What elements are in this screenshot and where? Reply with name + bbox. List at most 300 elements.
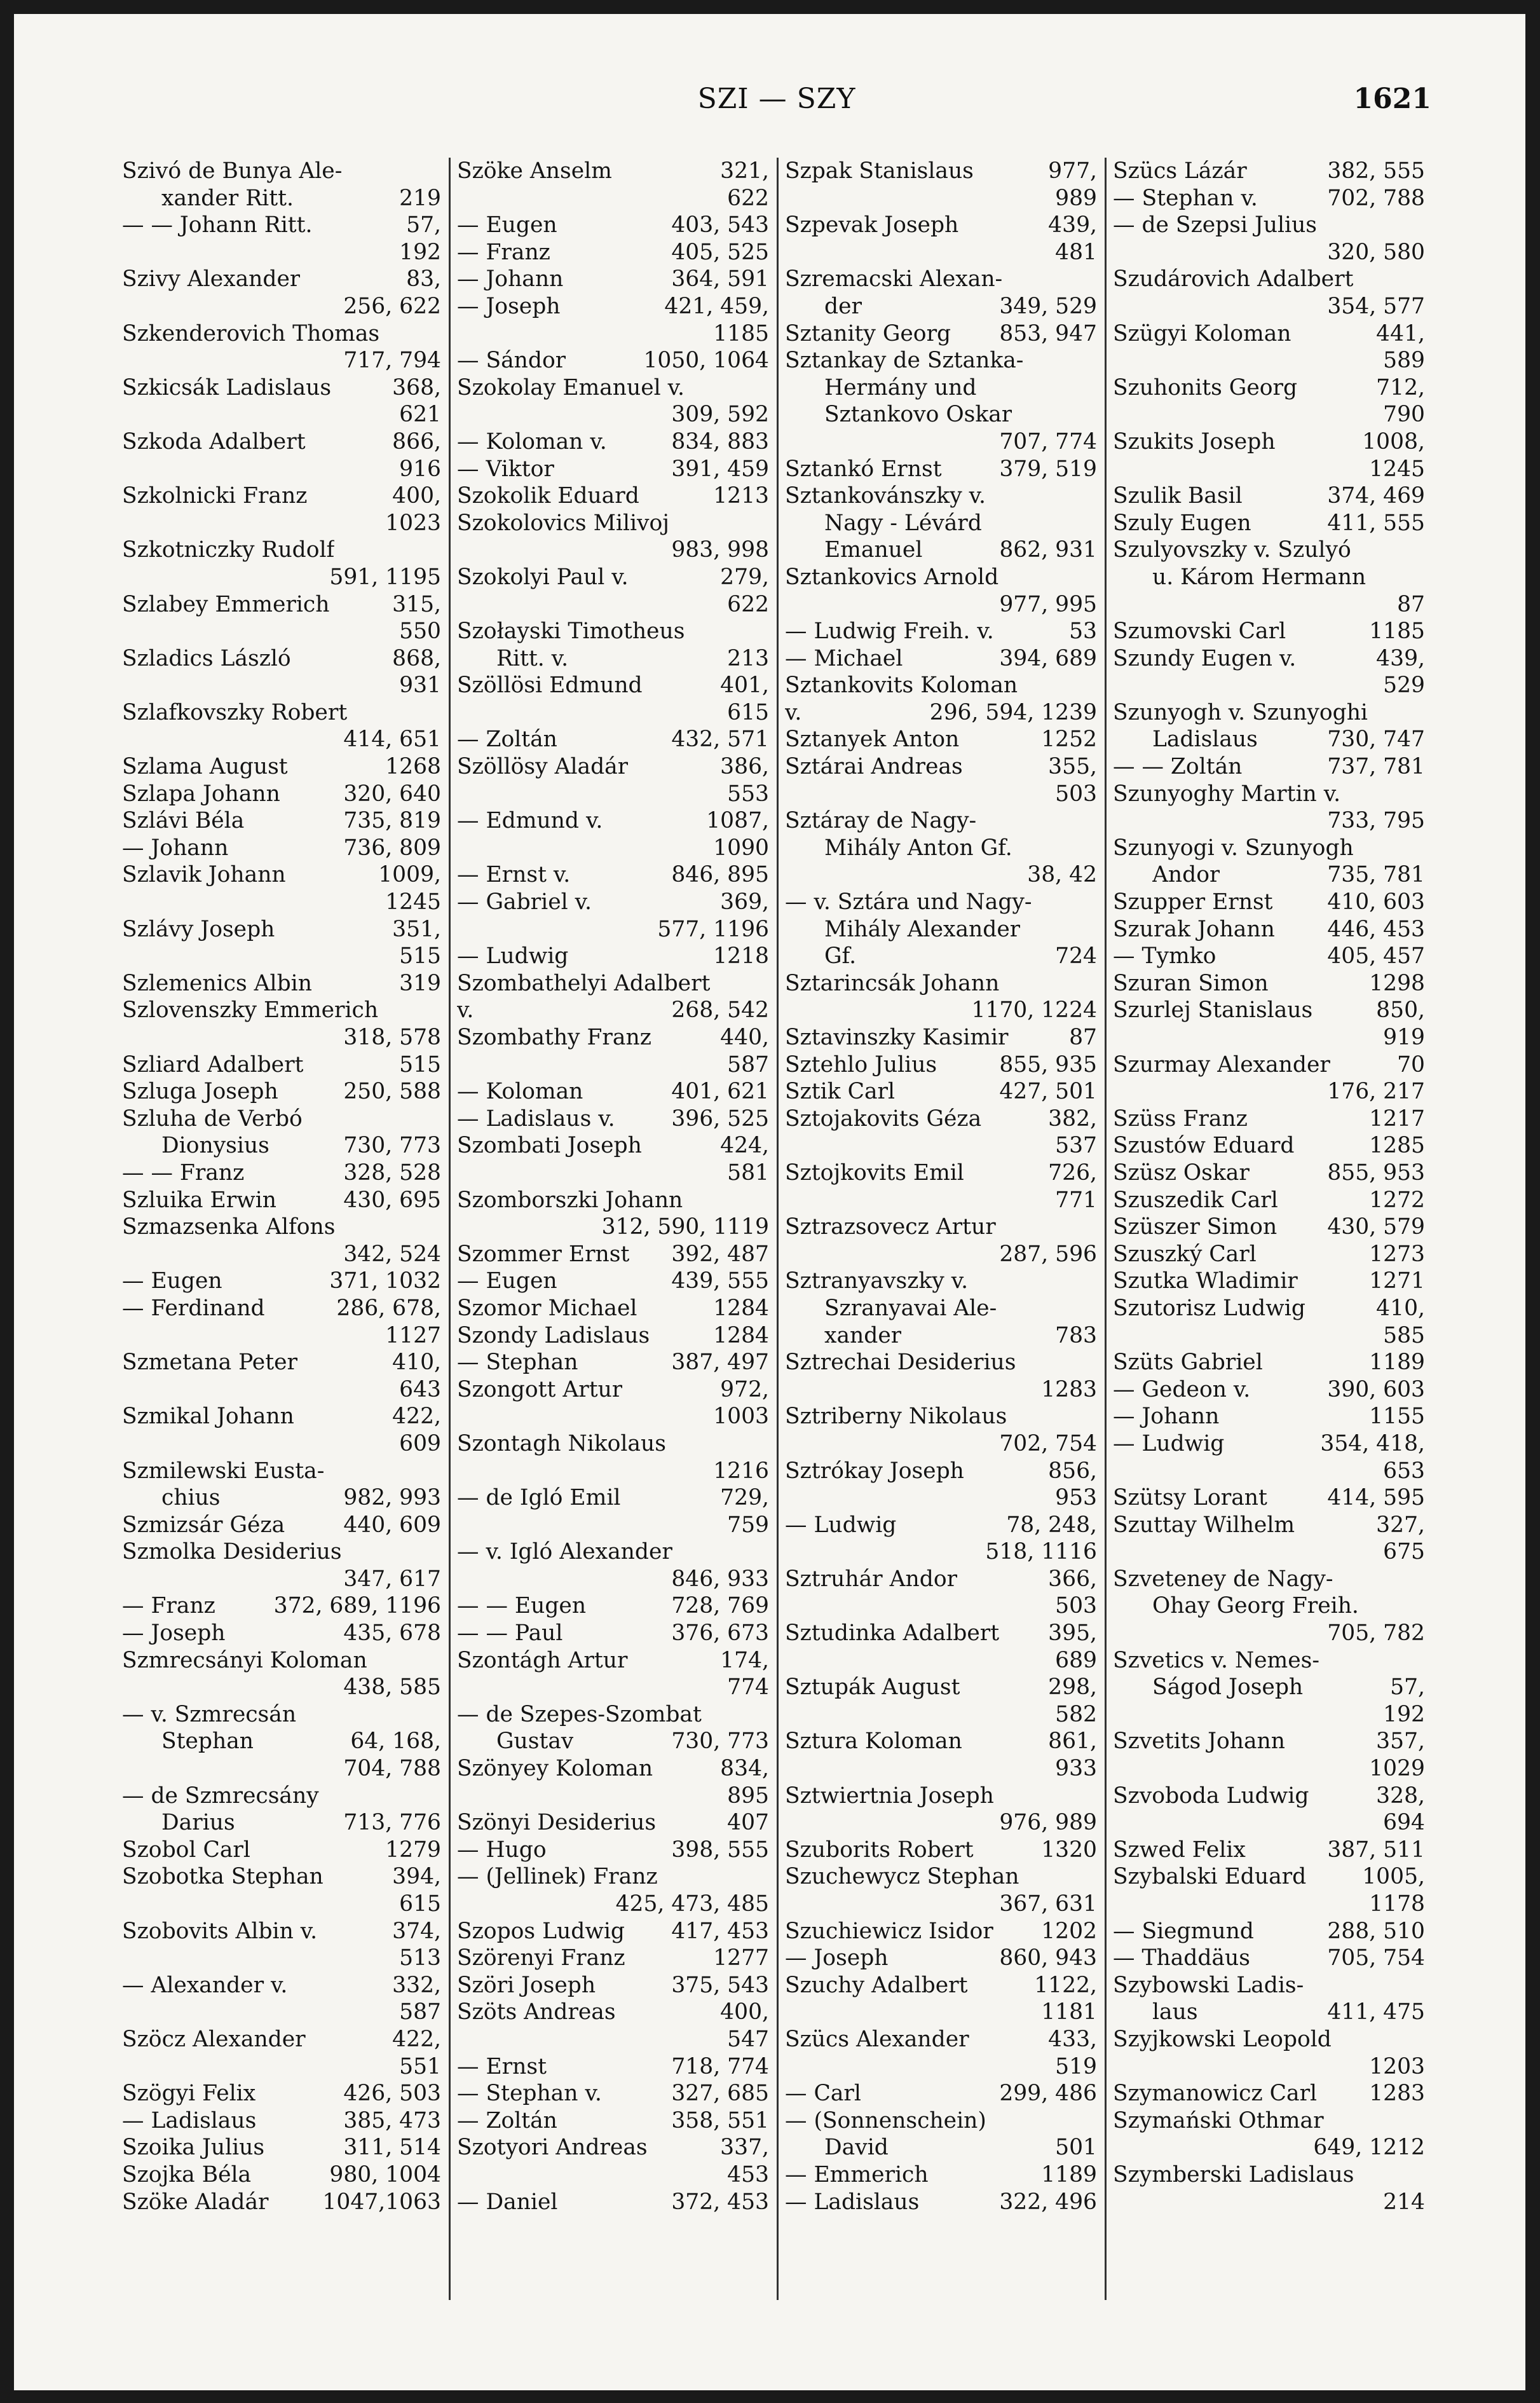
- entry-page-numbers: 712,: [1376, 374, 1425, 400]
- entry-name: Sztupák August: [785, 1674, 960, 1701]
- entry-page-numbers: 354, 418,: [1320, 1430, 1425, 1456]
- index-entry: [457, 1241, 769, 1268]
- index-column-4: [1105, 158, 1433, 2300]
- index-continuation: 176, 217: [1327, 1079, 1425, 1105]
- entry-page-numbers: 1218: [713, 943, 769, 969]
- entry-page-numbers: 320, 640: [343, 781, 441, 807]
- entry-name: — — Paul: [457, 1620, 563, 1646]
- index-entry: [785, 1728, 1097, 1755]
- index-entry: [122, 1863, 441, 1891]
- entry-name: Szörenyi Franz: [457, 1945, 625, 1971]
- entry-name: Szybowski Ladis-: [1113, 1972, 1304, 1998]
- index-entry: [1113, 1484, 1425, 1512]
- index-continuation: 689: [1055, 1647, 1097, 1673]
- index-entry: [122, 1512, 441, 1539]
- entry-page-numbers: 405, 457: [1327, 943, 1425, 969]
- entry-page-numbers: 977,: [1048, 158, 1097, 184]
- entry-name: — — Johann Ritt.: [122, 212, 313, 238]
- entry-page-numbers: 1277: [713, 1945, 769, 1971]
- entry-page-numbers: 441,: [1376, 320, 1425, 346]
- entry-name: Szymberski Ladislaus: [1113, 2161, 1354, 2187]
- index-entry: [1113, 1999, 1425, 2026]
- entry-name: Szmetana Peter: [122, 1350, 297, 1376]
- index-continuation: 759: [727, 1512, 769, 1538]
- index-entry: [1113, 158, 1425, 185]
- entry-page-numbers: 322, 496: [999, 2189, 1097, 2215]
- index-entry: [122, 1349, 441, 1376]
- entry-page-numbers: 400,: [720, 1999, 769, 2025]
- index-entry: [122, 185, 441, 212]
- entry-name: Szöke Anselm: [457, 158, 612, 184]
- index-entry: [122, 212, 441, 239]
- entry-name: Szladics László: [122, 645, 291, 671]
- index-entry: [457, 1620, 769, 1647]
- index-entry: [1113, 320, 1425, 348]
- index-continuation: 622: [727, 591, 769, 617]
- entry-name: Szutorisz Ludwig: [1113, 1295, 1305, 1321]
- index-entry: [785, 2161, 1097, 2189]
- entry-name: Szundy Eugen v.: [1113, 645, 1297, 671]
- index-entry: [1113, 1295, 1425, 1322]
- entry-page-numbers: 411, 475: [1327, 1999, 1425, 2025]
- entry-page-numbers: 501: [1055, 2135, 1097, 2161]
- entry-name: — Ferdinand: [122, 1295, 265, 1321]
- entry-name: Szongott Artur: [457, 1376, 623, 1402]
- entry-name: Szuly Eugen: [1113, 510, 1251, 536]
- index-entry: [457, 2107, 769, 2135]
- entry-name: — Daniel: [457, 2189, 558, 2215]
- entry-name: — — Zoltán: [1113, 754, 1243, 780]
- entry-name: Szomor Michael: [457, 1295, 637, 1321]
- index-entry: [785, 1268, 1097, 1295]
- entry-name: Sztárai Andreas: [785, 754, 963, 780]
- entry-page-numbers: 728, 769: [671, 1593, 769, 1619]
- entry-name: Szurmay Alexander: [1113, 1051, 1330, 1078]
- entry-page-numbers: 296, 594, 1239: [929, 699, 1097, 725]
- entry-page-numbers: 64, 168,: [350, 1729, 441, 1755]
- index-entry: [122, 1268, 441, 1295]
- index-continuation: 214: [1383, 2189, 1425, 2215]
- entry-name: — Eugen: [457, 1268, 557, 1294]
- index-continuation: 675: [1383, 1539, 1425, 1565]
- index-entry: [122, 2161, 441, 2189]
- index-entry: [457, 1322, 769, 1350]
- index-entry: [1113, 997, 1425, 1024]
- index-entry: [122, 1809, 441, 1837]
- entry-name: Szluika Erwin: [122, 1187, 276, 1213]
- entry-page-numbers: 379, 519: [999, 456, 1097, 482]
- index-entry: [785, 699, 1097, 727]
- page-header: [122, 83, 1431, 127]
- index-entry: [457, 456, 769, 483]
- entry-page-numbers: 1008,: [1362, 428, 1425, 455]
- index-entry: [1113, 564, 1425, 591]
- index-entry: [785, 1512, 1097, 1539]
- entry-name: Szluha de Verbó: [122, 1106, 303, 1132]
- index-entry: [122, 1484, 441, 1512]
- entry-name: — Ernst v.: [457, 862, 571, 888]
- index-entry: [1113, 1430, 1425, 1458]
- entry-name: Sztáray de Nagy-: [785, 808, 977, 834]
- entry-name: Sztranyavszky v.: [785, 1268, 969, 1294]
- entry-page-numbers: 440,: [720, 1025, 769, 1050]
- index-continuation: 518, 1116: [985, 1539, 1097, 1565]
- index-continuation: 1203: [1369, 2053, 1425, 2079]
- index-entry: [457, 1809, 769, 1837]
- index-entry: [1113, 2080, 1425, 2107]
- index-entry: [785, 1620, 1097, 1647]
- index-entry: [122, 1647, 441, 1674]
- index-continuation: 550: [399, 619, 441, 645]
- entry-name: Szobol Carl: [122, 1837, 250, 1863]
- entry-page-numbers: 321,: [720, 158, 769, 184]
- index-continuation: 551: [399, 2053, 441, 2079]
- entry-page-numbers: 374, 469: [1327, 483, 1425, 509]
- entry-name: Szurak Johann: [1113, 916, 1275, 942]
- entry-name: Ohay Georg Freih.: [1152, 1593, 1359, 1619]
- entry-name: Andor: [1152, 862, 1220, 888]
- entry-name: Szmizsár Géza: [122, 1512, 285, 1538]
- entry-page-numbers: 417, 453: [671, 1918, 769, 1944]
- index-continuation: 481: [1055, 239, 1097, 265]
- index-entry: [457, 1187, 769, 1214]
- entry-name: Szutka Wladimir: [1113, 1268, 1298, 1294]
- entry-name: — — Franz: [122, 1160, 245, 1186]
- entry-page-numbers: 279,: [720, 564, 769, 590]
- entry-page-numbers: 430, 579: [1327, 1214, 1425, 1240]
- index-entry: [1113, 889, 1425, 916]
- entry-name: Szyjkowski Leopold: [1113, 2026, 1332, 2052]
- index-continuation: 414, 651: [343, 727, 441, 753]
- index-entry: [785, 212, 1097, 239]
- index-continuation: 919: [1383, 1025, 1425, 1050]
- entry-page-numbers: 371, 1032: [329, 1268, 441, 1294]
- index-continuation: 1245: [1369, 456, 1425, 482]
- index-entry: [457, 943, 769, 970]
- entry-name: Sztankó Ernst: [785, 456, 942, 482]
- entry-page-numbers: 357,: [1376, 1729, 1425, 1755]
- entry-name: — Joseph: [785, 1945, 889, 1971]
- index-continuation: 38, 42: [1027, 862, 1097, 888]
- index-entry: [122, 2026, 441, 2053]
- entry-page-numbers: 730, 773: [671, 1729, 769, 1755]
- entry-page-numbers: 1087,: [706, 808, 769, 834]
- index-entry: [1113, 618, 1425, 645]
- entry-page-numbers: 426, 503: [343, 2081, 441, 2107]
- entry-name: — Johann: [122, 835, 229, 861]
- entry-page-numbers: 439,: [1376, 645, 1425, 671]
- entry-name: Szommer Ernst: [457, 1241, 630, 1267]
- index-entry: [1113, 1837, 1425, 1864]
- entry-name: Sztriberny Nikolaus: [785, 1404, 1007, 1430]
- index-entry: [785, 970, 1097, 997]
- index-entry: [785, 2026, 1097, 2053]
- entry-page-numbers: 1271: [1369, 1268, 1425, 1294]
- entry-name: — v. Szmrecsán: [122, 1701, 297, 1727]
- index-entry: [1113, 2107, 1425, 2135]
- index-entry: [122, 835, 441, 862]
- entry-name: Szütsy Lorant: [1113, 1485, 1267, 1511]
- index-continuation: 846, 933: [671, 1566, 769, 1592]
- entry-page-numbers: 400,: [392, 483, 441, 509]
- index-continuation: 309, 592: [671, 402, 769, 428]
- index-entry: [122, 428, 441, 456]
- entry-page-numbers: 855, 953: [1327, 1160, 1425, 1186]
- entry-name: Szönyi Desiderius: [457, 1810, 657, 1836]
- index-continuation: 1245: [385, 889, 441, 915]
- index-continuation: 585: [1383, 1322, 1425, 1348]
- index-entry: [1113, 1268, 1425, 1295]
- entry-name: Szwed Felix: [1113, 1837, 1246, 1863]
- index-entry: [122, 807, 441, 835]
- index-entry: [122, 1592, 441, 1620]
- entry-page-numbers: 375, 543: [671, 1972, 769, 1998]
- index-entry: [457, 1592, 769, 1620]
- entry-page-numbers: 860, 943: [999, 1945, 1097, 1971]
- entry-page-numbers: 862, 931: [999, 537, 1097, 563]
- entry-name: Szumovski Carl: [1113, 619, 1286, 645]
- entry-name: Ritt. v.: [496, 645, 569, 671]
- index-entry: [785, 2134, 1097, 2161]
- entry-name: Szokolovics Milivoj: [457, 510, 669, 536]
- index-continuation: 453: [727, 2161, 769, 2187]
- index-entry: [457, 428, 769, 456]
- entry-name: Szuszký Carl: [1113, 1241, 1257, 1267]
- entry-page-numbers: 1283: [1369, 2081, 1425, 2107]
- index-entry: [122, 1187, 441, 1214]
- entry-page-numbers: 737, 781: [1327, 754, 1425, 780]
- index-entry: [122, 591, 441, 619]
- entry-name: Szremacski Alexan-: [785, 266, 1003, 292]
- index-entry: [1113, 428, 1425, 456]
- index-entry: [785, 1322, 1097, 1350]
- entry-name: Dionysius: [161, 1133, 269, 1159]
- index-entry: [457, 997, 769, 1024]
- entry-page-numbers: 57,: [1390, 1674, 1425, 1701]
- index-entry: [1113, 1592, 1425, 1620]
- entry-page-numbers: 298,: [1048, 1674, 1097, 1701]
- entry-page-numbers: 1268: [385, 754, 441, 780]
- index-continuation: 895: [727, 1783, 769, 1809]
- entry-page-numbers: 435, 678: [343, 1620, 441, 1646]
- index-entry: [785, 293, 1097, 320]
- index-continuation: 529: [1383, 673, 1425, 699]
- entry-page-numbers: 1047,1063: [322, 2189, 441, 2215]
- entry-page-numbers: 78, 248,: [1006, 1512, 1097, 1538]
- index-continuation: 717, 794: [343, 348, 441, 374]
- entry-name: der: [824, 293, 862, 319]
- index-entry: [785, 1349, 1097, 1376]
- entry-page-numbers: 1217: [1369, 1106, 1425, 1132]
- index-entry: [122, 997, 441, 1024]
- entry-name: Szokolik Eduard: [457, 483, 639, 509]
- index-entry: [1113, 699, 1425, 727]
- index-entry: [122, 1620, 441, 1647]
- entry-page-numbers: 394, 689: [999, 645, 1097, 671]
- index-entry: [1113, 1512, 1425, 1539]
- entry-page-numbers: 1202: [1041, 1918, 1097, 1944]
- index-entry: [785, 618, 1097, 645]
- index-entry: [785, 1051, 1097, 1079]
- entry-page-numbers: 855, 935: [999, 1051, 1097, 1078]
- index-entry: [1113, 916, 1425, 943]
- index-entry: [457, 2189, 769, 2216]
- index-column-3: [777, 158, 1105, 2300]
- entry-name: — Franz: [122, 1593, 215, 1619]
- index-entry: [785, 645, 1097, 673]
- entry-page-numbers: 410, 603: [1327, 889, 1425, 915]
- entry-name: — Sándor: [457, 348, 566, 374]
- entry-name: Szöke Aladár: [122, 2189, 269, 2215]
- entry-name: Szuszedik Carl: [1113, 1187, 1278, 1213]
- entry-name: Szontagh Nikolaus: [457, 1430, 666, 1456]
- entry-name: Szlemenics Albin: [122, 970, 312, 996]
- index-entry: [122, 1078, 441, 1106]
- index-entry: [457, 239, 769, 266]
- index-entry: [122, 1403, 441, 1430]
- index-entry: [122, 699, 441, 727]
- index-entry: [457, 861, 769, 889]
- entry-name: Sztrechai Desiderius: [785, 1350, 1016, 1376]
- entry-name: Sztwiertnia Joseph: [785, 1783, 994, 1809]
- entry-name: Szveteney de Nagy-: [1113, 1566, 1333, 1592]
- entry-name: Szokolyi Paul v.: [457, 564, 629, 590]
- entry-name: Szüsz Oskar: [1113, 1160, 1250, 1186]
- entry-page-numbers: 405, 525: [671, 239, 769, 265]
- index-entry: [457, 645, 769, 673]
- entry-page-numbers: 421, 459,: [664, 293, 769, 319]
- index-entry: [785, 807, 1097, 835]
- entry-page-numbers: 382, 555: [1327, 158, 1425, 184]
- entry-name: Szranyavai Ale-: [824, 1295, 997, 1321]
- entry-page-numbers: 730, 747: [1327, 727, 1425, 753]
- entry-page-numbers: 366,: [1048, 1566, 1097, 1592]
- entry-page-numbers: 70: [1397, 1051, 1425, 1078]
- index-entry: [785, 158, 1097, 185]
- index-continuation: 312, 590, 1119: [601, 1214, 769, 1240]
- entry-name: — Michael: [785, 645, 903, 671]
- entry-name: Sztura Koloman: [785, 1729, 962, 1755]
- index-entry: [785, 1945, 1097, 1972]
- entry-name: Szivó de Bunya Ale-: [122, 158, 343, 184]
- index-continuation: 503: [1055, 1593, 1097, 1619]
- entry-page-numbers: 424,: [720, 1133, 769, 1159]
- index-entry: [1113, 1972, 1425, 1999]
- entry-name: Szomborszki Johann: [457, 1187, 683, 1213]
- entry-name: Gf.: [824, 943, 857, 969]
- entry-name: — Viktor: [457, 456, 554, 482]
- index-continuation: 587: [727, 1051, 769, 1078]
- index-entry: [122, 1295, 441, 1322]
- entry-name: Szurlej Stanislaus: [1113, 997, 1313, 1023]
- index-entry: [785, 1566, 1097, 1593]
- entry-name: Szmikal Johann: [122, 1404, 294, 1430]
- index-entry: [457, 1999, 769, 2026]
- index-continuation: 320, 580: [1327, 239, 1425, 265]
- entry-name: Szlavik Johann: [122, 862, 286, 888]
- index-continuation: 553: [727, 781, 769, 807]
- index-entry: [1113, 753, 1425, 781]
- index-entry: [785, 483, 1097, 510]
- index-entry: [122, 1837, 441, 1864]
- index-entry: [457, 1430, 769, 1458]
- index-entry: [1113, 1187, 1425, 1214]
- index-continuation: 581: [727, 1160, 769, 1186]
- index-continuation: 643: [399, 1376, 441, 1402]
- entry-page-numbers: 1252: [1041, 727, 1097, 753]
- index-entry: [785, 753, 1097, 781]
- index-entry: [785, 672, 1097, 699]
- entry-page-numbers: 1009,: [378, 862, 441, 888]
- entry-page-numbers: 387, 497: [671, 1350, 769, 1376]
- index-entry: [457, 672, 769, 699]
- index-continuation: 621: [399, 402, 441, 428]
- entry-page-numbers: 369,: [720, 889, 769, 915]
- index-continuation: 1185: [713, 320, 769, 346]
- entry-page-numbers: 410,: [1376, 1295, 1425, 1321]
- running-head: SZI — SZY: [697, 83, 856, 115]
- entry-page-numbers: 376, 673: [671, 1620, 769, 1646]
- entry-name: Szücs Lázár: [1113, 158, 1247, 184]
- index-continuation: 1283: [1041, 1376, 1097, 1402]
- entry-page-numbers: 433,: [1048, 2026, 1097, 2052]
- entry-name: Szöri Joseph: [457, 1972, 596, 1998]
- entry-name: Szukits Joseph: [1113, 428, 1276, 455]
- entry-name: — Stephan v.: [1113, 185, 1258, 211]
- entry-page-numbers: 53: [1069, 619, 1097, 645]
- entry-name: Szmolka Desiderius: [122, 1539, 342, 1565]
- index-entry: [1113, 1160, 1425, 1187]
- index-continuation: 425, 473, 485: [615, 1891, 769, 1917]
- entry-name: Szlávy Joseph: [122, 916, 275, 942]
- index-continuation: 342, 524: [343, 1241, 441, 1267]
- entry-name: Szöllösy Aladár: [457, 754, 629, 780]
- entry-name: Szögyi Felix: [122, 2081, 256, 2107]
- entry-name: Szpevak Joseph: [785, 212, 959, 238]
- entry-name: Szojka Béla: [122, 2161, 252, 2187]
- entry-name: Szybalski Eduard: [1113, 1864, 1307, 1890]
- index-page: [14, 14, 1525, 2390]
- entry-page-numbers: 1273: [1369, 1241, 1425, 1267]
- entry-page-numbers: 432, 571: [671, 727, 769, 753]
- index-entry: [785, 1458, 1097, 1485]
- entry-name: Szuchiewicz Isidor: [785, 1918, 993, 1944]
- entry-page-numbers: 319: [399, 970, 441, 996]
- index-continuation: 547: [727, 2026, 769, 2052]
- index-continuation: 953: [1055, 1485, 1097, 1511]
- index-entry: [785, 320, 1097, 348]
- entry-page-numbers: 713, 776: [343, 1810, 441, 1836]
- entry-name: Sztavinszky Kasimir: [785, 1025, 1009, 1050]
- entry-name: — Ernst: [457, 2053, 547, 2079]
- index-entry: [785, 1214, 1097, 1241]
- entry-page-numbers: 440, 609: [343, 1512, 441, 1538]
- index-entry: [122, 1701, 441, 1729]
- index-entry: [122, 320, 441, 348]
- entry-page-numbers: 866,: [392, 428, 441, 455]
- index-continuation: 989: [1055, 185, 1097, 211]
- index-entry: [1113, 943, 1425, 970]
- index-continuation: 192: [1383, 1701, 1425, 1727]
- index-entry: [1113, 2161, 1425, 2189]
- entry-name: — de Szmrecsány: [122, 1783, 319, 1809]
- index-entry: [457, 266, 769, 293]
- entry-page-numbers: 439, 555: [671, 1268, 769, 1294]
- index-entry: [457, 889, 769, 916]
- index-continuation: 591, 1195: [329, 564, 441, 590]
- index-continuation: 977, 995: [999, 591, 1097, 617]
- index-entry: [785, 266, 1097, 293]
